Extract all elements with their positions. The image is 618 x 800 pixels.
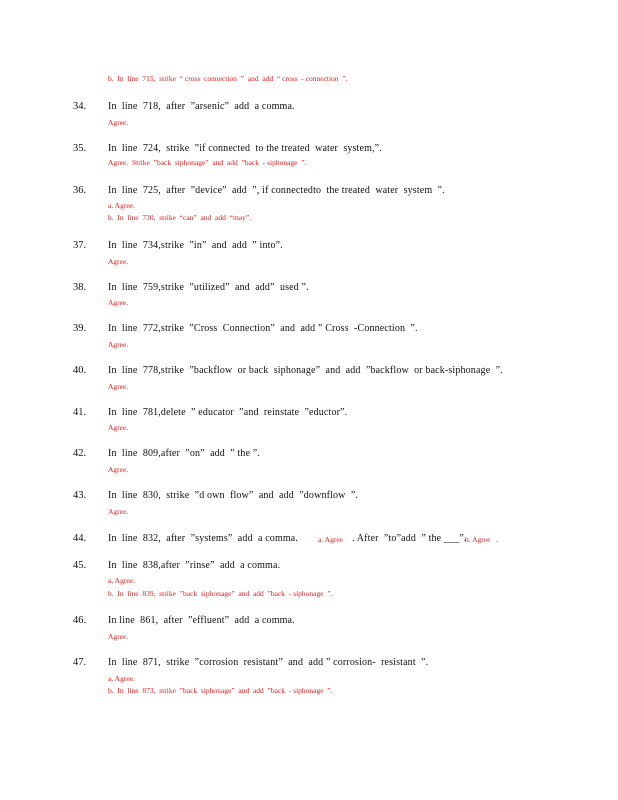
comment-line: Agree. bbox=[108, 423, 129, 432]
item-text: In line 772,strike ”Cross Connection” and add ” Cross -Connection ”. bbox=[108, 323, 418, 334]
comment-line: Agree. bbox=[108, 465, 129, 474]
comment-line: Agree. bbox=[108, 507, 129, 516]
item-text: In line 724, strike ”if connected to the treated water system,”. bbox=[108, 143, 382, 154]
item-text: In line 759,strike ”utilized” and add” used ”. bbox=[108, 282, 309, 293]
item-text: In line 871, strike ”corrosion resistant” and add ” corrosion- resistant ”. bbox=[108, 657, 429, 668]
comment-line: a. Agree. bbox=[108, 201, 135, 210]
item-text: In line 838,after ”rinse” add a comma. bbox=[108, 560, 281, 571]
comment-line: a. Agree. bbox=[108, 674, 135, 683]
item-number: 45. bbox=[73, 560, 87, 571]
item-number: 41. bbox=[73, 407, 87, 418]
comment-line: Agree. bbox=[108, 340, 129, 349]
comment-line: b. In line 730, strike “can” and add “may”. bbox=[108, 213, 252, 222]
comment-line: Agree. bbox=[108, 632, 129, 641]
comment-line: Agree. bbox=[108, 257, 129, 266]
item-number: 43. bbox=[73, 490, 87, 501]
item-text: In line 778,strike ”backflow or back siphonage” and add ”backflow or back-siphonage ”. bbox=[108, 365, 503, 376]
item-number: 36. bbox=[73, 185, 87, 196]
item-text: In line 830, strike ”d own flow” and add ”downflow ”. bbox=[108, 490, 359, 501]
item-number: 47. bbox=[73, 657, 87, 668]
item-number: 34. bbox=[73, 101, 87, 112]
inline-comment: b. Agree . bbox=[465, 535, 498, 544]
item-text: In line 725, after ”device” add ”, if connectedto the treated water system ”. bbox=[108, 185, 445, 196]
inline-comment: a. Agree bbox=[318, 535, 343, 544]
comment-line: a. Agree. bbox=[108, 576, 135, 585]
item-text: In line 781,delete ” educator ”and reinstate ”eductor”. bbox=[108, 407, 348, 418]
item-number: 42. bbox=[73, 448, 87, 459]
item-text: In line 832, after ”systems” add a comma. bbox=[108, 533, 299, 544]
item-text: In line 861, after ”effluent” add a comma. bbox=[108, 615, 295, 626]
item-number: 35. bbox=[73, 143, 87, 154]
item-text-continued: . After ”to”add ” the ___”. bbox=[352, 533, 467, 544]
item-number: 40. bbox=[73, 365, 87, 376]
item-number: 46. bbox=[73, 615, 87, 626]
item-number: 39. bbox=[73, 323, 87, 334]
item-text: In line 809,after ”on” add ” the ”. bbox=[108, 448, 261, 459]
item-number: 44. bbox=[73, 533, 87, 544]
comment-line: Agree. Strike ”back siphonage” and add ”back - siphonage ”. bbox=[108, 158, 307, 167]
comment-line: Agree. bbox=[108, 298, 129, 307]
comment-line: Agree. bbox=[108, 382, 129, 391]
comment-line: b. In line 715, strike “ cross connection ” and add “ cross - connection ”. bbox=[108, 74, 348, 83]
item-text: In line 734,strike ”in” and add ” into”. bbox=[108, 240, 283, 251]
item-text: In line 718, after ”arsenic” add a comma. bbox=[108, 101, 295, 112]
item-number: 38. bbox=[73, 282, 87, 293]
item-number: 37. bbox=[73, 240, 87, 251]
comment-line: b. In line 839, strike ”back siphonage” and add ”back - siphonage ”. bbox=[108, 589, 333, 598]
comment-line: Agree. bbox=[108, 118, 129, 127]
comment-line: b. In line 873, strike ”back siphonage” and add ”back - siphonage ”. bbox=[108, 686, 333, 695]
